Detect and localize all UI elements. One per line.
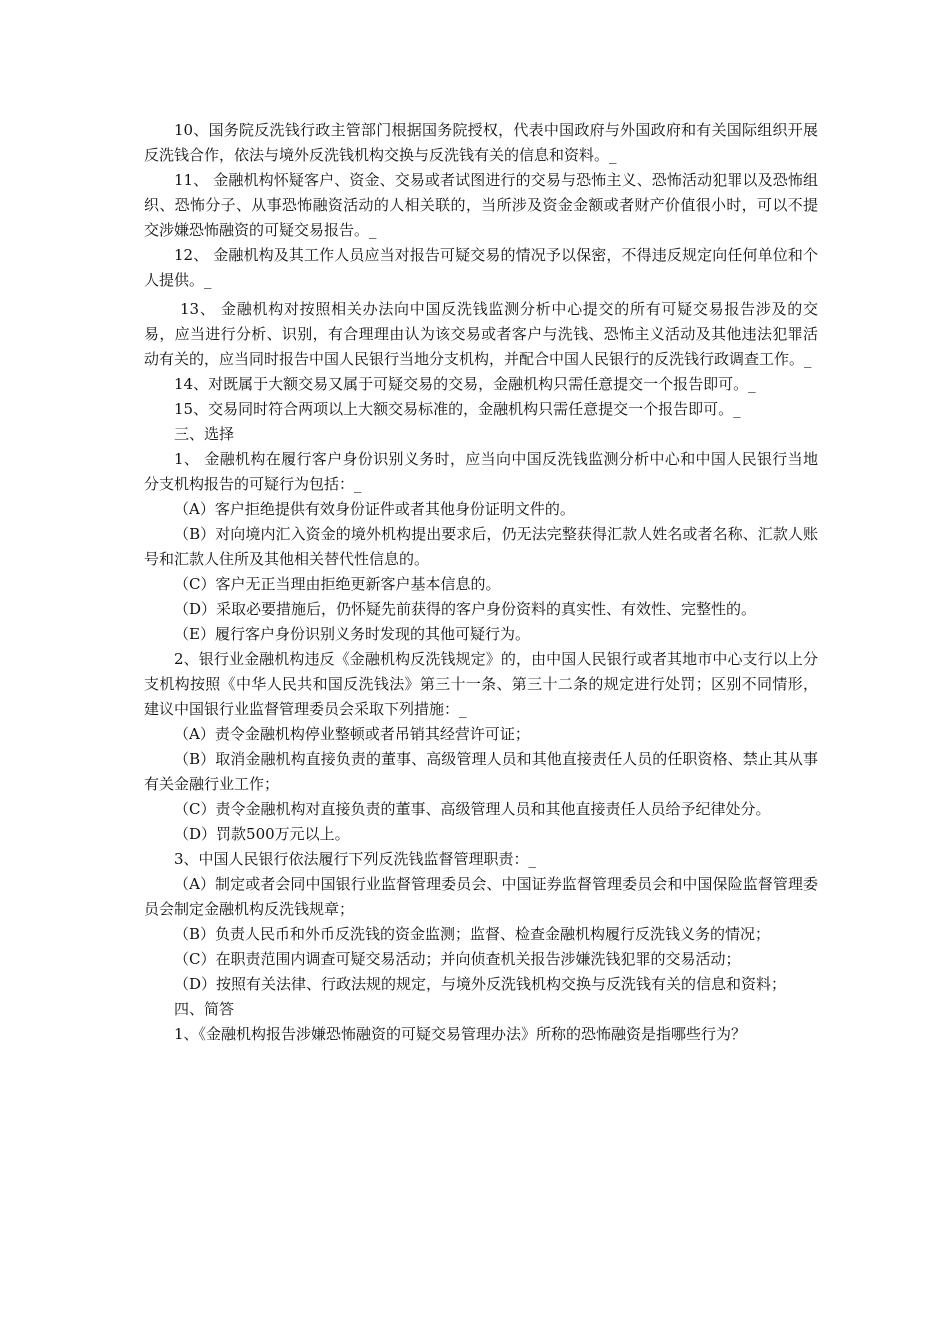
document-body [144,118,818,1047]
option-3a: （A）制定或者会同中国银行业监督管理委员会、中国证券监督管理委员会和中国保险监督管理委员会制定金融机构反洗钱规章； [144,875,818,918]
paragraph-item-10: 10、国务院反洗钱行政主管部门根据国务院授权，代表中国政府与外国政府和有关国际组织开展反洗钱合作，依法与境外反洗钱机构交换与反洗钱有关的信息和资料。_ [144,121,818,164]
option-1d: （D）采取必要措施后，仍怀疑先前获得的客户身份资料的真实性、有效性、完整性的。 [174,600,757,618]
question-choice-3: 3、中国人民银行依法履行下列反洗钱监督管理职责：_ [174,850,537,868]
option-2b: （B）取消金融机构直接负责的董事、高级管理人员和其他直接责任人员的任职资格、禁止其从事有关金融行业工作； [144,750,818,793]
paragraph-item-13: 13、 金融机构对按照相关办法向中国反洗钱监测分析中心提交的所有可疑交易报告涉及的交易，应当进行分析、识别，有合理理由认为该交易或者客户与洗钱、恐怖主义活动及其他违法犯罪活动有关的，应当同时报告中国人民银行当地分支机构，并配合中国人民银行的反洗钱行政调查工作。_ [144,300,818,368]
paragraph-item-11: 11、 金融机构怀疑客户、资金、交易或者试图进行的交易与恐怖主义、恐怖活动犯罪以及恐怖组织、恐怖分子、从事恐怖融资活动的人相关联的，当所涉及资金金额或者财产价值很小时，可以不提交涉嫌恐怖融资的可疑交易报告。_ [144,171,818,239]
option-2c: （C）责令金融机构对直接负责的董事、高级管理人员和其他直接责任人员给予纪律处分。 [174,800,771,818]
section-heading-short-answer: 四、简答 [174,1000,235,1018]
option-3c: （C）在职责范围内调查可疑交易活动；并向侦查机关报告涉嫌洗钱犯罪的交易活动； [174,950,741,968]
question-short-answer-1: 1、《金融机构报告涉嫌恐怖融资的可疑交易管理办法》所称的恐怖融资是指哪些行为？ [174,1025,747,1043]
option-2d: （D）罚款500万元以上。 [174,825,350,843]
paragraph-item-14: 14、对既属于大额交易又属于可疑交易的交易，金融机构只需任意提交一个报告即可。_ [174,375,756,393]
paragraph-item-15: 15、交易同时符合两项以上大额交易标准的，金融机构只需任意提交一个报告即可。_ [174,400,741,418]
question-choice-1: 1、 金融机构在履行客户身份识别义务时，应当向中国反洗钱监测分析中心和中国人民银行当地分支机构报告的可疑行为包括：_ [144,450,818,493]
option-2a: （A）责令金融机构停业整顿或者吊销其经营许可证； [174,725,530,743]
paragraph-item-12: 12、 金融机构及其工作人员应当对报告可疑交易的情况予以保密，不得违反规定向任何单位和个人提供。_ [144,246,818,289]
option-1b: （B）对向境内汇入资金的境外机构提出要求后，仍无法完整获得汇款人姓名或者名称、汇款人账号和汇款人住所及其他相关替代性信息的。 [144,525,818,568]
section-heading-choice: 三、选择 [174,425,235,443]
option-1c: （C）客户无正当理由拒绝更新客户基本信息的。 [174,575,501,593]
option-3b: （B）负责人民币和外币反洗钱的资金监测；监督、检查金融机构履行反洗钱义务的情况； [174,925,771,943]
option-1e: （E）履行客户身份识别义务时发现的其他可疑行为。 [174,625,530,643]
question-choice-2: 2、银行业金融机构违反《金融机构反洗钱规定》的，由中国人民银行或者其地市中心支行以上分支机构按照《中华人民共和国反洗钱法》第三十一条、第三十二条的规定进行处罚；区别不同情形，建议中国银行业监督管理委员会采取下列措施：_ [144,650,818,718]
option-1a: （A）客户拒绝提供有效身份证件或者其他身份证明文件的。 [174,500,575,518]
option-3d: （D）按照有关法律、行政法规的规定，与境外反洗钱机构交换与反洗钱有关的信息和资料； [174,975,787,993]
